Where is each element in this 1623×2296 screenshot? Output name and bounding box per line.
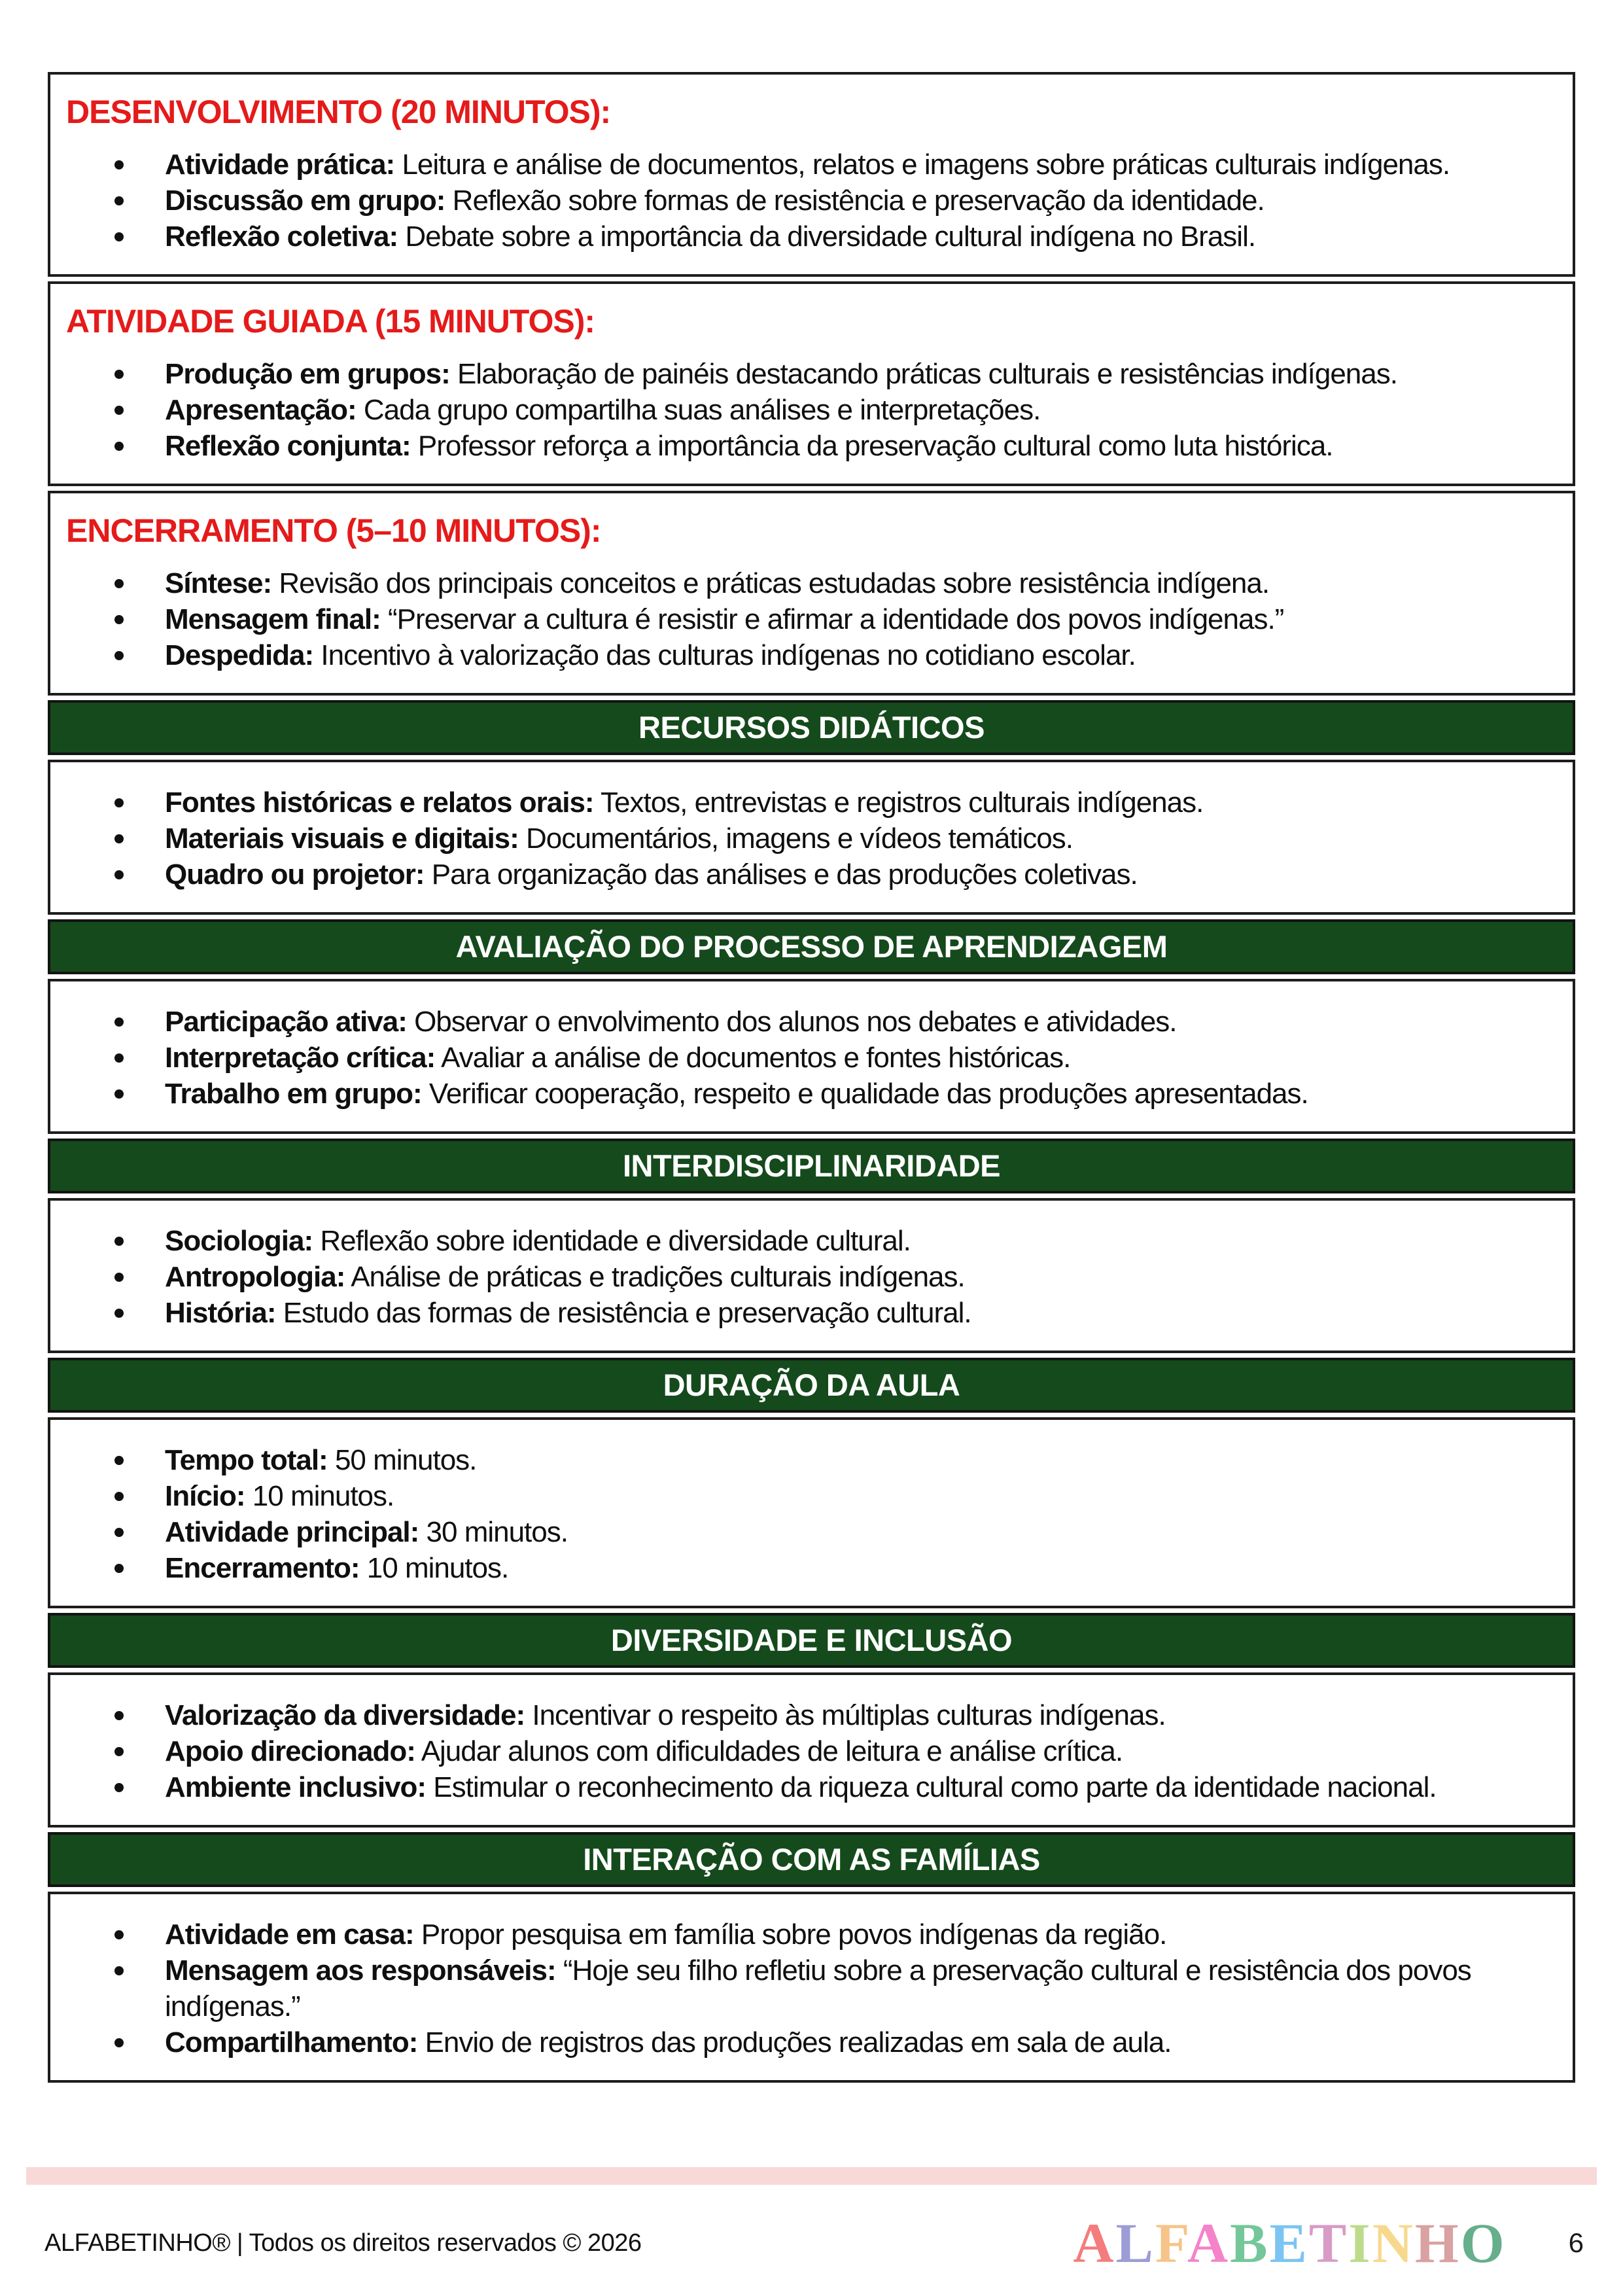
bullet-lead: Fontes históricas e relatos orais: xyxy=(165,786,594,819)
section-box xyxy=(48,760,1575,915)
bullet-lead: Trabalho em grupo: xyxy=(165,1078,422,1110)
bullet-lead: Síntese: xyxy=(165,567,272,599)
bullet-item xyxy=(66,1769,1527,1805)
section-heading: ATIVIDADE GUIADA (15 MINUTOS): xyxy=(66,303,595,340)
bullet-marker xyxy=(114,1747,124,1756)
bullet-marker xyxy=(114,1711,124,1720)
bullet-item xyxy=(66,1733,1527,1769)
bullet-item xyxy=(66,356,1527,392)
section-heading: ENCERRAMENTO (5–10 MINUTOS): xyxy=(66,512,601,549)
bullet-lead: Compartilhamento: xyxy=(165,2026,418,2058)
bullet-text: Leitura e análise de documentos, relatos e imagens sobre práticas culturais indígenas. xyxy=(394,149,1450,181)
bullet-text: 10 minutos. xyxy=(359,1552,509,1584)
bullet-lead: Reflexão coletiva: xyxy=(165,221,398,253)
footer-zone xyxy=(0,2167,1623,2296)
bullet-marker xyxy=(114,1492,124,1501)
logo-letter: H xyxy=(1414,2212,1461,2274)
logo-letter: B xyxy=(1230,2212,1270,2274)
green-banner xyxy=(48,1832,1575,1887)
bullet-item xyxy=(66,1442,1527,1478)
bullet-list xyxy=(66,1442,1527,1586)
bullet-item xyxy=(66,601,1527,637)
bullet-marker xyxy=(114,1089,124,1099)
banner-title: DURAÇÃO DA AULA xyxy=(663,1368,960,1402)
bullet-marker xyxy=(114,370,124,379)
bullet-item xyxy=(66,1478,1527,1514)
bullet-item xyxy=(66,1223,1527,1259)
logo-letter: E xyxy=(1269,2212,1309,2274)
bullet-text: Observar o envolvimento dos alunos nos debates e atividades. xyxy=(406,1006,1177,1038)
bullet-item xyxy=(66,1076,1527,1112)
page-number: 6 xyxy=(1568,2227,1584,2258)
green-banner xyxy=(48,1358,1575,1413)
bullet-lead: Mensagem aos responsáveis: xyxy=(165,1954,556,1987)
bullet-list xyxy=(66,356,1527,464)
bullet-text: Revisão dos principais conceitos e práticas estudadas sobre resistência indígena. xyxy=(271,567,1270,599)
bullet-lead: Valorização da diversidade: xyxy=(165,1699,525,1731)
bullet-lead: Participação ativa: xyxy=(165,1006,407,1038)
bullet-list xyxy=(66,1223,1527,1331)
bullet-lead: Atividade prática: xyxy=(165,149,395,181)
bullet-list xyxy=(66,147,1527,255)
bullet-item xyxy=(66,1550,1527,1586)
copyright-text: ALFABETINHO® | Todos os direitos reservados © 2026 xyxy=(44,2229,642,2257)
section-box xyxy=(48,1198,1575,1353)
logo-letter: A xyxy=(1073,2212,1116,2274)
bullet-lead: Materiais visuais e digitais: xyxy=(165,822,519,855)
bullet-text: Documentários, imagens e vídeos temáticos. xyxy=(518,822,1073,855)
bullet-marker xyxy=(114,1966,124,1975)
bullet-item xyxy=(66,1514,1527,1550)
banner-title: AVALIAÇÃO DO PROCESSO DE APRENDIZAGEM xyxy=(455,929,1168,964)
bullet-marker xyxy=(114,834,124,843)
bullet-lead: Apresentação: xyxy=(165,394,357,426)
bullet-marker xyxy=(114,1783,124,1792)
bullet-marker xyxy=(114,196,124,205)
bullet-lead: Quadro ou projetor: xyxy=(165,858,425,891)
bullet-lead: Tempo total: xyxy=(165,1444,328,1476)
bullet-item xyxy=(66,565,1527,601)
bullet-list xyxy=(66,565,1527,673)
bullet-text: Envio de registros das produções realizadas em sala de aula. xyxy=(417,2026,1172,2058)
bullet-text: Incentivo à valorização das culturas indígenas no cotidiano escolar. xyxy=(313,639,1136,671)
bullet-marker xyxy=(114,1017,124,1027)
bullet-lead: Atividade em casa: xyxy=(165,1918,414,1951)
bullet-marker xyxy=(114,1528,124,1537)
bullet-text: Verificar cooperação, respeito e qualidade das produções apresentadas. xyxy=(421,1078,1308,1110)
logo-letter: A xyxy=(1187,2212,1230,2274)
bullet-text: Para organização das análises e das produções coletivas. xyxy=(424,858,1138,891)
bullet-marker xyxy=(114,406,124,415)
bullet-marker xyxy=(114,1564,124,1573)
bullet-marker xyxy=(114,870,124,879)
bullet-text: Ajudar alunos com dificuldades de leitura e análise crítica. xyxy=(415,1735,1123,1767)
bullet-lead: Produção em grupos: xyxy=(165,358,450,390)
green-banner xyxy=(48,1139,1575,1193)
section-box xyxy=(48,491,1575,696)
banner-title: INTERDISCIPLINARIDADE xyxy=(622,1148,1001,1183)
bullet-item xyxy=(66,2024,1527,2060)
lesson-plan-content xyxy=(48,72,1575,2083)
bullet-text: 50 minutos. xyxy=(327,1444,477,1476)
bullet-text: Cada grupo compartilha suas análises e interpretações. xyxy=(356,394,1041,426)
bullet-item xyxy=(66,1040,1527,1076)
section-box xyxy=(48,1892,1575,2083)
green-banner xyxy=(48,1613,1575,1668)
bullet-text: “Hoje seu filho refletiu sobre a preservação cultural e resistência dos povos indígenas.” xyxy=(165,1954,1471,2022)
banner-title: DIVERSIDADE E INCLUSÃO xyxy=(610,1623,1013,1657)
logo-letter: I xyxy=(1348,2212,1372,2274)
bullet-marker xyxy=(114,232,124,241)
bullet-item xyxy=(66,1004,1527,1040)
bullet-list xyxy=(66,1697,1527,1805)
bullet-item xyxy=(66,392,1527,428)
bullet-lead: Mensagem final: xyxy=(165,603,381,635)
bullet-item xyxy=(66,785,1527,821)
bullet-item xyxy=(66,857,1527,892)
bullet-text: 30 minutos. xyxy=(419,1516,568,1548)
green-banner xyxy=(48,700,1575,755)
bullet-marker xyxy=(114,579,124,588)
logo-letter: N xyxy=(1372,2212,1415,2274)
bullet-text: Reflexão sobre identidade e diversidade cultural. xyxy=(313,1225,911,1257)
bullet-lead: Interpretação crítica: xyxy=(165,1042,436,1074)
banner-title: INTERAÇÃO COM AS FAMÍLIAS xyxy=(583,1842,1040,1877)
bullet-list xyxy=(66,1916,1527,2060)
bullet-text: Elaboração de painéis destacando práticas culturais e resistências indígenas. xyxy=(449,358,1397,390)
bullet-text: Análise de práticas e tradições culturais indígenas. xyxy=(345,1261,965,1293)
bullet-text: Propor pesquisa em família sobre povos indígenas da região. xyxy=(413,1918,1167,1951)
bullet-text: Debate sobre a importância da diversidade cultural indígena no Brasil. xyxy=(398,221,1256,253)
bullet-item xyxy=(66,637,1527,673)
bullet-text: Incentivar o respeito às múltiplas culturas indígenas. xyxy=(525,1699,1166,1731)
bullet-text: Professor reforça a importância da preservação cultural como luta histórica. xyxy=(410,430,1333,462)
bullet-item xyxy=(66,1916,1527,1952)
banner-title: RECURSOS DIDÁTICOS xyxy=(638,710,985,745)
pink-divider-bar xyxy=(26,2167,1597,2185)
alfabetinho-logo xyxy=(1073,2212,1507,2274)
bullet-marker xyxy=(114,1273,124,1282)
bullet-lead: Apoio direcionado: xyxy=(165,1735,415,1767)
bullet-marker xyxy=(114,160,124,169)
page-footer xyxy=(44,2212,1584,2274)
bullet-marker xyxy=(114,798,124,807)
bullet-text: Textos, entrevistas e registros culturais indígenas. xyxy=(593,786,1204,819)
bullet-lead: Sociologia: xyxy=(165,1225,313,1257)
section-box xyxy=(48,979,1575,1134)
bullet-lead: Encerramento: xyxy=(165,1552,360,1584)
bullet-lead: Despedida: xyxy=(165,639,314,671)
bullet-marker xyxy=(114,615,124,624)
bullet-list xyxy=(66,1004,1527,1112)
bullet-marker xyxy=(114,442,124,451)
bullet-lead: Atividade principal: xyxy=(165,1516,419,1548)
bullet-item xyxy=(66,1697,1527,1733)
bullet-marker xyxy=(114,651,124,660)
section-box xyxy=(48,72,1575,277)
footer-right xyxy=(1073,2212,1584,2274)
logo-letter: T xyxy=(1308,2212,1349,2274)
bullet-item xyxy=(66,1295,1527,1331)
section-box xyxy=(48,1417,1575,1608)
logo-letter: L xyxy=(1115,2212,1155,2274)
bullet-item xyxy=(66,428,1527,464)
bullet-text: Avaliar a análise de documentos e fontes históricas. xyxy=(435,1042,1071,1074)
bullet-item xyxy=(66,219,1527,255)
bullet-text: Reflexão sobre formas de resistência e preservação da identidade. xyxy=(445,185,1265,217)
bullet-item xyxy=(66,147,1527,183)
section-box xyxy=(48,281,1575,486)
logo-letter: F xyxy=(1155,2212,1188,2274)
section-heading: DESENVOLVIMENTO (20 MINUTOS): xyxy=(66,94,611,130)
bullet-lead: Ambiente inclusivo: xyxy=(165,1771,427,1803)
bullet-lead: Reflexão conjunta: xyxy=(165,430,411,462)
bullet-marker xyxy=(114,1456,124,1465)
bullet-text: Estudo das formas de resistência e preservação cultural. xyxy=(275,1297,971,1329)
bullet-marker xyxy=(114,1237,124,1246)
bullet-lead: Discussão em grupo: xyxy=(165,185,445,217)
logo-letter: O xyxy=(1460,2212,1507,2274)
bullet-item xyxy=(66,183,1527,219)
bullet-item xyxy=(66,821,1527,857)
bullet-item xyxy=(66,1259,1527,1295)
bullet-lead: Início: xyxy=(165,1480,245,1512)
bullet-marker xyxy=(114,2038,124,2047)
bullet-list xyxy=(66,785,1527,892)
bullet-text: “Preservar a cultura é resistir e afirmar a identidade dos povos indígenas.” xyxy=(380,603,1284,635)
bullet-lead: Antropologia: xyxy=(165,1261,345,1293)
green-banner xyxy=(48,919,1575,974)
bullet-text: 10 minutos. xyxy=(245,1480,394,1512)
bullet-marker xyxy=(114,1053,124,1063)
bullet-marker xyxy=(114,1309,124,1318)
section-box xyxy=(48,1672,1575,1828)
bullet-text: Estimular o reconhecimento da riqueza cultural como parte da identidade nacional. xyxy=(426,1771,1437,1803)
bullet-marker xyxy=(114,1930,124,1939)
bullet-item xyxy=(66,1952,1527,2024)
bullet-lead: História: xyxy=(165,1297,276,1329)
